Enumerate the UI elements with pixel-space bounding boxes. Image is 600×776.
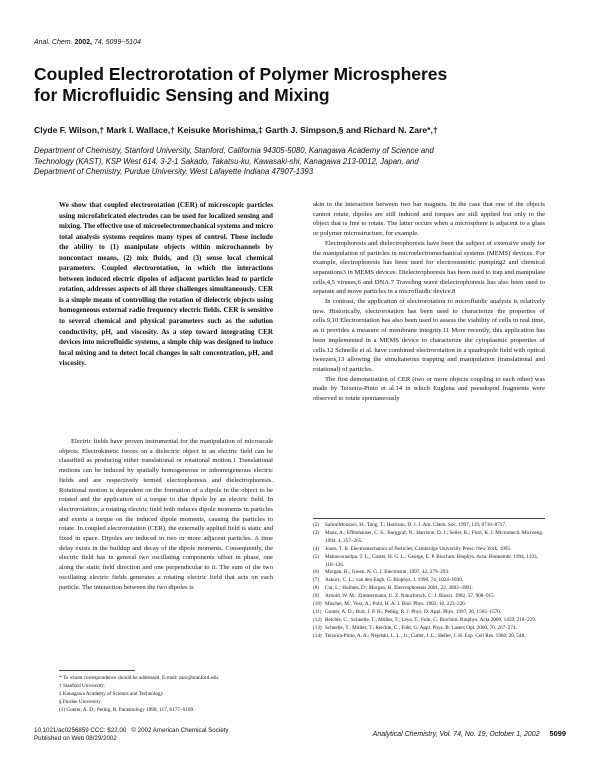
reference-number: (11) <box>313 608 322 615</box>
reference <box>313 601 545 609</box>
reference <box>313 569 545 577</box>
reference <box>313 609 545 617</box>
doi-text: 10.1021/ac0256859 CCC: $22.00 <box>34 727 127 734</box>
reference-text: Mahaworasilpa, T. L.; Coster, H. G. L.; George, E. P. Biochim. Biophys. Acta: Biomembr. 1994, 1193, 118–126. <box>325 553 538 568</box>
right-column-body <box>313 200 545 404</box>
journal-year: 2002, <box>74 39 93 46</box>
page-number: 5099 <box>549 729 566 738</box>
footnote-divider <box>59 670 135 671</box>
affiliations <box>34 146 554 178</box>
reference <box>313 577 545 585</box>
reference <box>313 554 545 570</box>
title-line: Coupled Electrorotation of Polymer Microspheres <box>34 64 448 84</box>
reference-text: Arnold, W. M.; Zimmermann, U. Z. Naturforsch. C: J. Biosci. 1982, 37, 908–915. <box>325 593 496 600</box>
reference <box>313 546 545 554</box>
reference-text: SalimiMoosavi, H.; Tang, T.; Harrison, D. J. J. Am. Chem. Soc. 1997, 119, 8716–8717. <box>325 522 507 528</box>
reference-text: Gonter, A. D.; Burt, J. P. H.; Pethig, R. J. Phys. D: Appl. Phys. 1997, 30, 1565–1570. <box>325 608 502 615</box>
reference-text: Asbury, C. L.; van den Engh, G. Biophys. J. 1998, 74, 1024–1030. <box>325 577 464 584</box>
author-list: Clyde F. Wilson,† Mark I. Wallace,† Keisuke Morishima,‡ Garth J. Simpson,§ and Richard N. Zare*,† <box>34 125 438 135</box>
footnote: § Purdue University. <box>59 698 102 705</box>
reference-number: (13) <box>313 624 322 631</box>
left-column-body <box>59 437 273 592</box>
publication-line <box>34 727 228 735</box>
publication-info <box>34 727 228 744</box>
journal-issue: Analytical Chemistry, Vol. 74, No. 19, October 1, 2002 <box>372 731 540 738</box>
body-paragraph: In contrast, the application of electrorotation to microfluidic analysis is relatively new. Historically, electrorotation has been used to characterize the properties of cells.9,10 Electrorotation has also been used to assess the viability of cells in real time, as it provides a measure of membrane integrity.11 More recently, this application has been implemented in a MEMS device to characterize the cytoplasmic properties of cells.12 Schnelle et al. have combined electrorotation in a quadrupole field with optical tweezers,13 allowing the simultaneous trapping and manipulation (translational and rotational) of particles. <box>313 298 545 373</box>
reference-number: (10) <box>313 601 322 608</box>
footnote: (1) Gonter, A. D.; Pethig, R. Parasitology 1998, 117, S177–S189. <box>59 706 195 713</box>
body-paragraph: Electrophoresis and dielectrophoresis have been the subject of extensive study for the manipulation of particles in microelectromechanical systems (MEMS) devices. For example, electrophoresis has been used for electroosmotic pumping2 and chemical separations3 in MEMS devices. Dielectrophoresis has been used to trap and manipulate cells,4,5 viruses,6 and DNA.7 Traveling wave dielectrophoresis has also been used to separate and move particles in a microfluidic device.8 <box>313 239 545 296</box>
reference <box>313 530 545 546</box>
references-divider <box>313 518 545 519</box>
journal-name: Anal. Chem. <box>34 39 73 46</box>
reference <box>313 625 545 633</box>
footnote: * To whom correspondence should be addressed. E-mail: zare@stanford.edu. <box>59 675 220 681</box>
body-paragraph: akin to the interaction between two bar magnets. In the case that one of the objects cannot rotate, dipoles are still induced and torques are still applied but only to the object that is free to rotate. The latter occurs when a microsphere is adjacent to a glass or polymer microstructure, for example. <box>313 201 545 238</box>
reference-text: Teixeira-Pinto, A. A.; Nejelski, L. L., Jr.; Cutler, J. L.; Heller, J. H. Exp. Cell Res. 1960, 20, 548. <box>325 632 526 639</box>
reference-text: Cui, L.; Holmes, D.; Morgan, H. Electrophoresis 2001, 22, 3893–3901. <box>325 585 474 592</box>
affiliation-line: Department of Chemistry, Stanford University, Stanford, California 94305-5080, Kanagawa Academy of Science and <box>34 146 434 155</box>
reference-text: Schnelle, T.; Müller, T.; Reichle, C.; Fuhr, G. Appl. Phys. B: Lasers Opt. 2000, 70, 267–274. <box>325 624 517 631</box>
affiliation-line: Technology (KAST), KSP West 614, 3-2-1 Sakado, Takatsu-ku, Kawasaki-shi, Kanagawa 213-0012, Japan, and <box>34 156 419 166</box>
copyright-text: © 2002 American Chemical Society <box>131 727 229 734</box>
reference <box>313 633 545 641</box>
reference-number: (6) <box>313 569 320 576</box>
reference-number: (2) <box>313 522 320 528</box>
footnotes <box>59 675 273 715</box>
reference-number: (3) <box>313 529 320 536</box>
reference-text: Mischel, M.; Voss, A.; Pohl, H. A. J. Biol. Phys. 1982, 10, 223–226. <box>325 601 467 608</box>
footnote: † Stanford University. <box>59 682 105 689</box>
reference <box>313 522 545 530</box>
reference-text: Reichle, C.; Schnelle, T.; Müller, T.; Leya, T.; Fuhr, G. Biochim. Biophys. Acta 2000, 1459, 218–229. <box>325 616 537 623</box>
reference-list <box>313 522 545 641</box>
journal-reference <box>34 39 141 46</box>
reference-number: (4) <box>313 545 320 552</box>
reference <box>313 593 545 601</box>
affiliation-line: Department of Chemistry, Purdue University, West Lafayette Indiana 47907-1393 <box>34 167 314 177</box>
title-line: for Microfluidic Sensing and Mixing <box>34 85 330 105</box>
abstract: We show that coupled electrorotation (CER) of microscopic particles using microfabricated electrodes can be used for localized sensing and mixing. The effective use of microelectromechanical systems and micro total analysis systems requires many types of control. These include the ability to (1) manipulate objects within microchannels by noncontact means, (2) mix fluids, and (3) sense local chemical parameters. Coupled electrorotation, in which the interactions between induced electric dipoles of adjacent particles lead to particle rotation, addresses aspects of all three challenges simultaneously. CER is a simple means of controlling the rotation of dielectric objects using homogeneous external radio frequency electric fields. CER is sensitive to several chemical and physical parameters such as the solution conductivity, pH, and viscosity. As a step toward integrating CER devices into microfluidic systems, a simple chip was designed to induce local mixing and to detect local changes in salt concentration, pH, and viscosity. <box>59 201 274 368</box>
journal-volume-pages: 74, 5099−5104 <box>93 39 141 46</box>
reference-number: (7) <box>313 577 320 584</box>
reference-text: Manz, A.; Effenhauser, C. S.; Burggraf, N.; Harrison, D. J.; Seiler, K.; Fluri, K. J. Micromech. Microeng. 1994, 4, 257–265. <box>325 529 544 544</box>
body-paragraph: Electric fields have proven instrumental for the manipulation of microscale objects. Electrokinetic forces on a dielectric object in an electric field can be classified as producing either translational or rotational motion.1 Translational motions can be induced by spatially homogeneous or inhomogeneous electric fields and are respectively termed electrophoresis and dielectrophoresis. Rotational motion is dependent on the formation of a dipole in the object to be rotated and the application of a torque to that dipole by an electric field. In electrorotation, a rotating electric field both induces dipole moments in particles and exerts a torque on the induced dipole moments, causing the particles to rotate. In coupled electrorotation (CER), the externally applied field is static and fixed in space. Dipoles are induced in two or more adjacent particles. A time delay exists in the buildup and decay of the dipole moments. Consequently, the electric field has in general two oscillating components offset in phase, one along the static field direction and one perpendicular to it. The sum of the two oscillating electric fields generates a rotating electric field that acts on each particle. The interaction between the two dipoles is <box>59 438 273 591</box>
reference-number: (8) <box>313 585 320 592</box>
body-paragraph: The first demonstration of CER (two or more objects coupling to each other) was made by Teixeira-Pinto et al.14 in which Euglena and pseudopod fragments were observed to rotate spontaneously <box>313 375 545 403</box>
footnote: ‡ Kanagawa Academy of Science and Technology. <box>59 690 165 697</box>
reference-text: Jones, T. B. Electromechanics of Particles; Cambridge University Press: New York, 1995. <box>325 545 512 552</box>
reference <box>313 585 545 593</box>
reference-number: (14) <box>313 632 322 639</box>
reference-number: (9) <box>313 593 320 600</box>
reference-text: Morgan, H.; Green, N. G. J. Electrostat. 1997, 42, 279–293. <box>325 569 450 576</box>
article-title <box>34 64 554 106</box>
reference-number: (12) <box>313 616 322 623</box>
reference-number: (5) <box>313 553 320 560</box>
running-footer <box>373 729 566 738</box>
published-date: Published on Web 08/29/2002 <box>34 735 117 743</box>
reference <box>313 617 545 625</box>
